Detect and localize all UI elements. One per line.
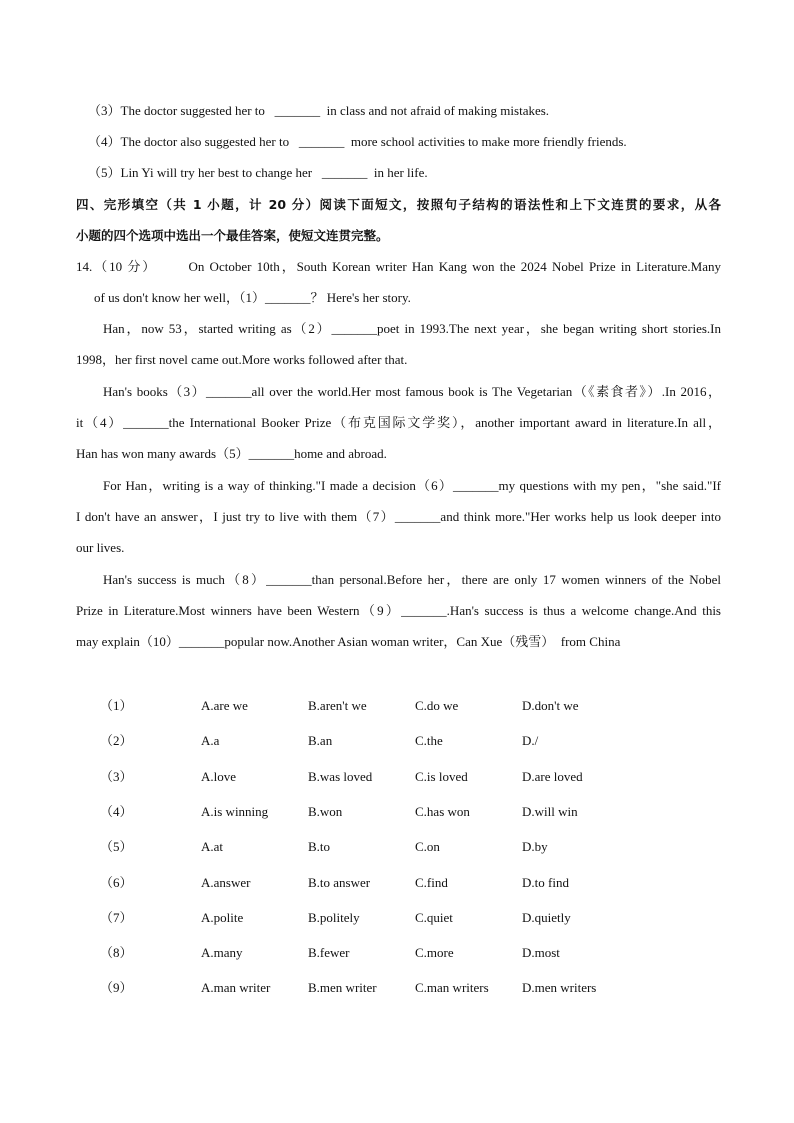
option-b: B.aren't we: [308, 698, 367, 713]
option-d: D.are loved: [522, 768, 583, 784]
passage-line: may explain（10）_______popular now.Another Asian woman writer，Can Xue（残雪） from China: [76, 634, 621, 649]
sub-question-5: （5）Lin Yi will try her best to change her _______ in her life.: [88, 165, 428, 180]
option-c: C.the: [415, 733, 443, 749]
passage-line: Han's success is much（8）_______than personal.Before her，there are only 17 women winners of the Nobel: [103, 572, 721, 587]
option-a: A.are we: [201, 698, 248, 713]
sub-question-4: （4）The doctor also suggested her to _______ more school activities to make more friendly friends.: [88, 134, 627, 149]
option-b: B.men writer: [308, 980, 377, 996]
option-b: B.to: [308, 839, 331, 855]
option-a: A.a: [201, 733, 220, 749]
option-number: （2）: [100, 733, 133, 749]
passage-line: 14.（10 分） On October 10th，South Korean writer Han Kang won the 2024 Nobel Prize in Literature.Many: [76, 259, 721, 274]
passage-line: For Han，writing is a way of thinking."I made a decision（6）_______my questions with my pen，"she said."If: [103, 478, 721, 493]
passage-line: 1998，her first novel came out.More works followed after that.: [76, 352, 408, 367]
passage-line: Han，now 53，started writing as（2）_______poet in 1993.The next year，she began writing short stories.In: [103, 321, 721, 336]
option-c: C.on: [415, 839, 440, 855]
section-heading-cont: 小题的四个选项中选出一个最佳答案，使短文连贯完整。: [76, 228, 389, 243]
option-number: （4）: [100, 803, 133, 819]
option-d: D.to find: [522, 874, 569, 890]
option-number: （8）: [100, 945, 133, 961]
option-number: （1）: [100, 698, 133, 713]
option-d: D.most: [522, 945, 560, 961]
passage-line: Han has won many awards（5）_______home and abroad.: [76, 446, 387, 461]
section-heading: 四、完形填空（共 1 小题，计 20 分）阅读下面短文，按照句子结构的语法性和上下文连贯的要求，从各: [76, 197, 721, 212]
option-b: B.politely: [308, 909, 360, 925]
option-b: B.was loved: [308, 768, 373, 784]
passage-line: it（4）_______the International Booker Prize（布克国际文学奖），another important award in literature.In all，: [76, 415, 721, 430]
option-c: C.is loved: [415, 768, 468, 784]
passage-line: of us don't know her well，（1）_______？ Here's her story.: [94, 290, 411, 305]
option-b: B.fewer: [308, 945, 350, 961]
option-a: A.at: [201, 839, 224, 855]
option-c: C.do we: [415, 698, 459, 713]
option-b: B.to answer: [308, 874, 371, 890]
option-b: B.an: [308, 733, 333, 749]
passage-line: our lives.: [76, 540, 125, 555]
option-a: A.is winning: [201, 803, 269, 819]
option-number: （3）: [100, 768, 133, 784]
option-d: D.by: [522, 839, 548, 855]
option-c: C.man writers: [415, 980, 489, 996]
option-c: C.find: [415, 874, 448, 890]
passage-line: Prize in Literature.Most winners have been Western（9）_______.Han's success is thus a welcome change.And this: [76, 603, 721, 618]
option-a: A.man writer: [201, 980, 271, 996]
option-number: （5）: [100, 839, 133, 855]
option-d: D.men writers: [522, 980, 597, 996]
option-a: A.answer: [201, 874, 251, 890]
option-d: D.quietly: [522, 909, 571, 925]
option-c: C.more: [415, 945, 454, 961]
option-d: D./: [522, 733, 539, 749]
option-d: D.will win: [522, 803, 578, 819]
option-number: （7）: [100, 909, 133, 925]
option-a: A.polite: [201, 909, 244, 925]
option-number: （6）: [100, 874, 133, 890]
option-d: D.don't we: [522, 698, 579, 713]
passage-line: I don't have an answer，I just try to live with them（7）_______and think more."Her works help us look deeper into: [76, 509, 721, 524]
passage-line: Han's books（3）_______all over the world.Her most famous book is The Vegetarian（《素食者》）.In 2016，: [103, 384, 721, 399]
option-c: C.quiet: [415, 909, 453, 925]
option-b: B.won: [308, 803, 343, 819]
sub-question-3: （3）The doctor suggested her to _______ in class and not afraid of making mistakes.: [88, 103, 550, 118]
option-c: C.has won: [415, 803, 470, 819]
option-number: （9）: [100, 980, 133, 996]
option-a: A.love: [201, 768, 237, 784]
option-a: A.many: [201, 945, 243, 961]
